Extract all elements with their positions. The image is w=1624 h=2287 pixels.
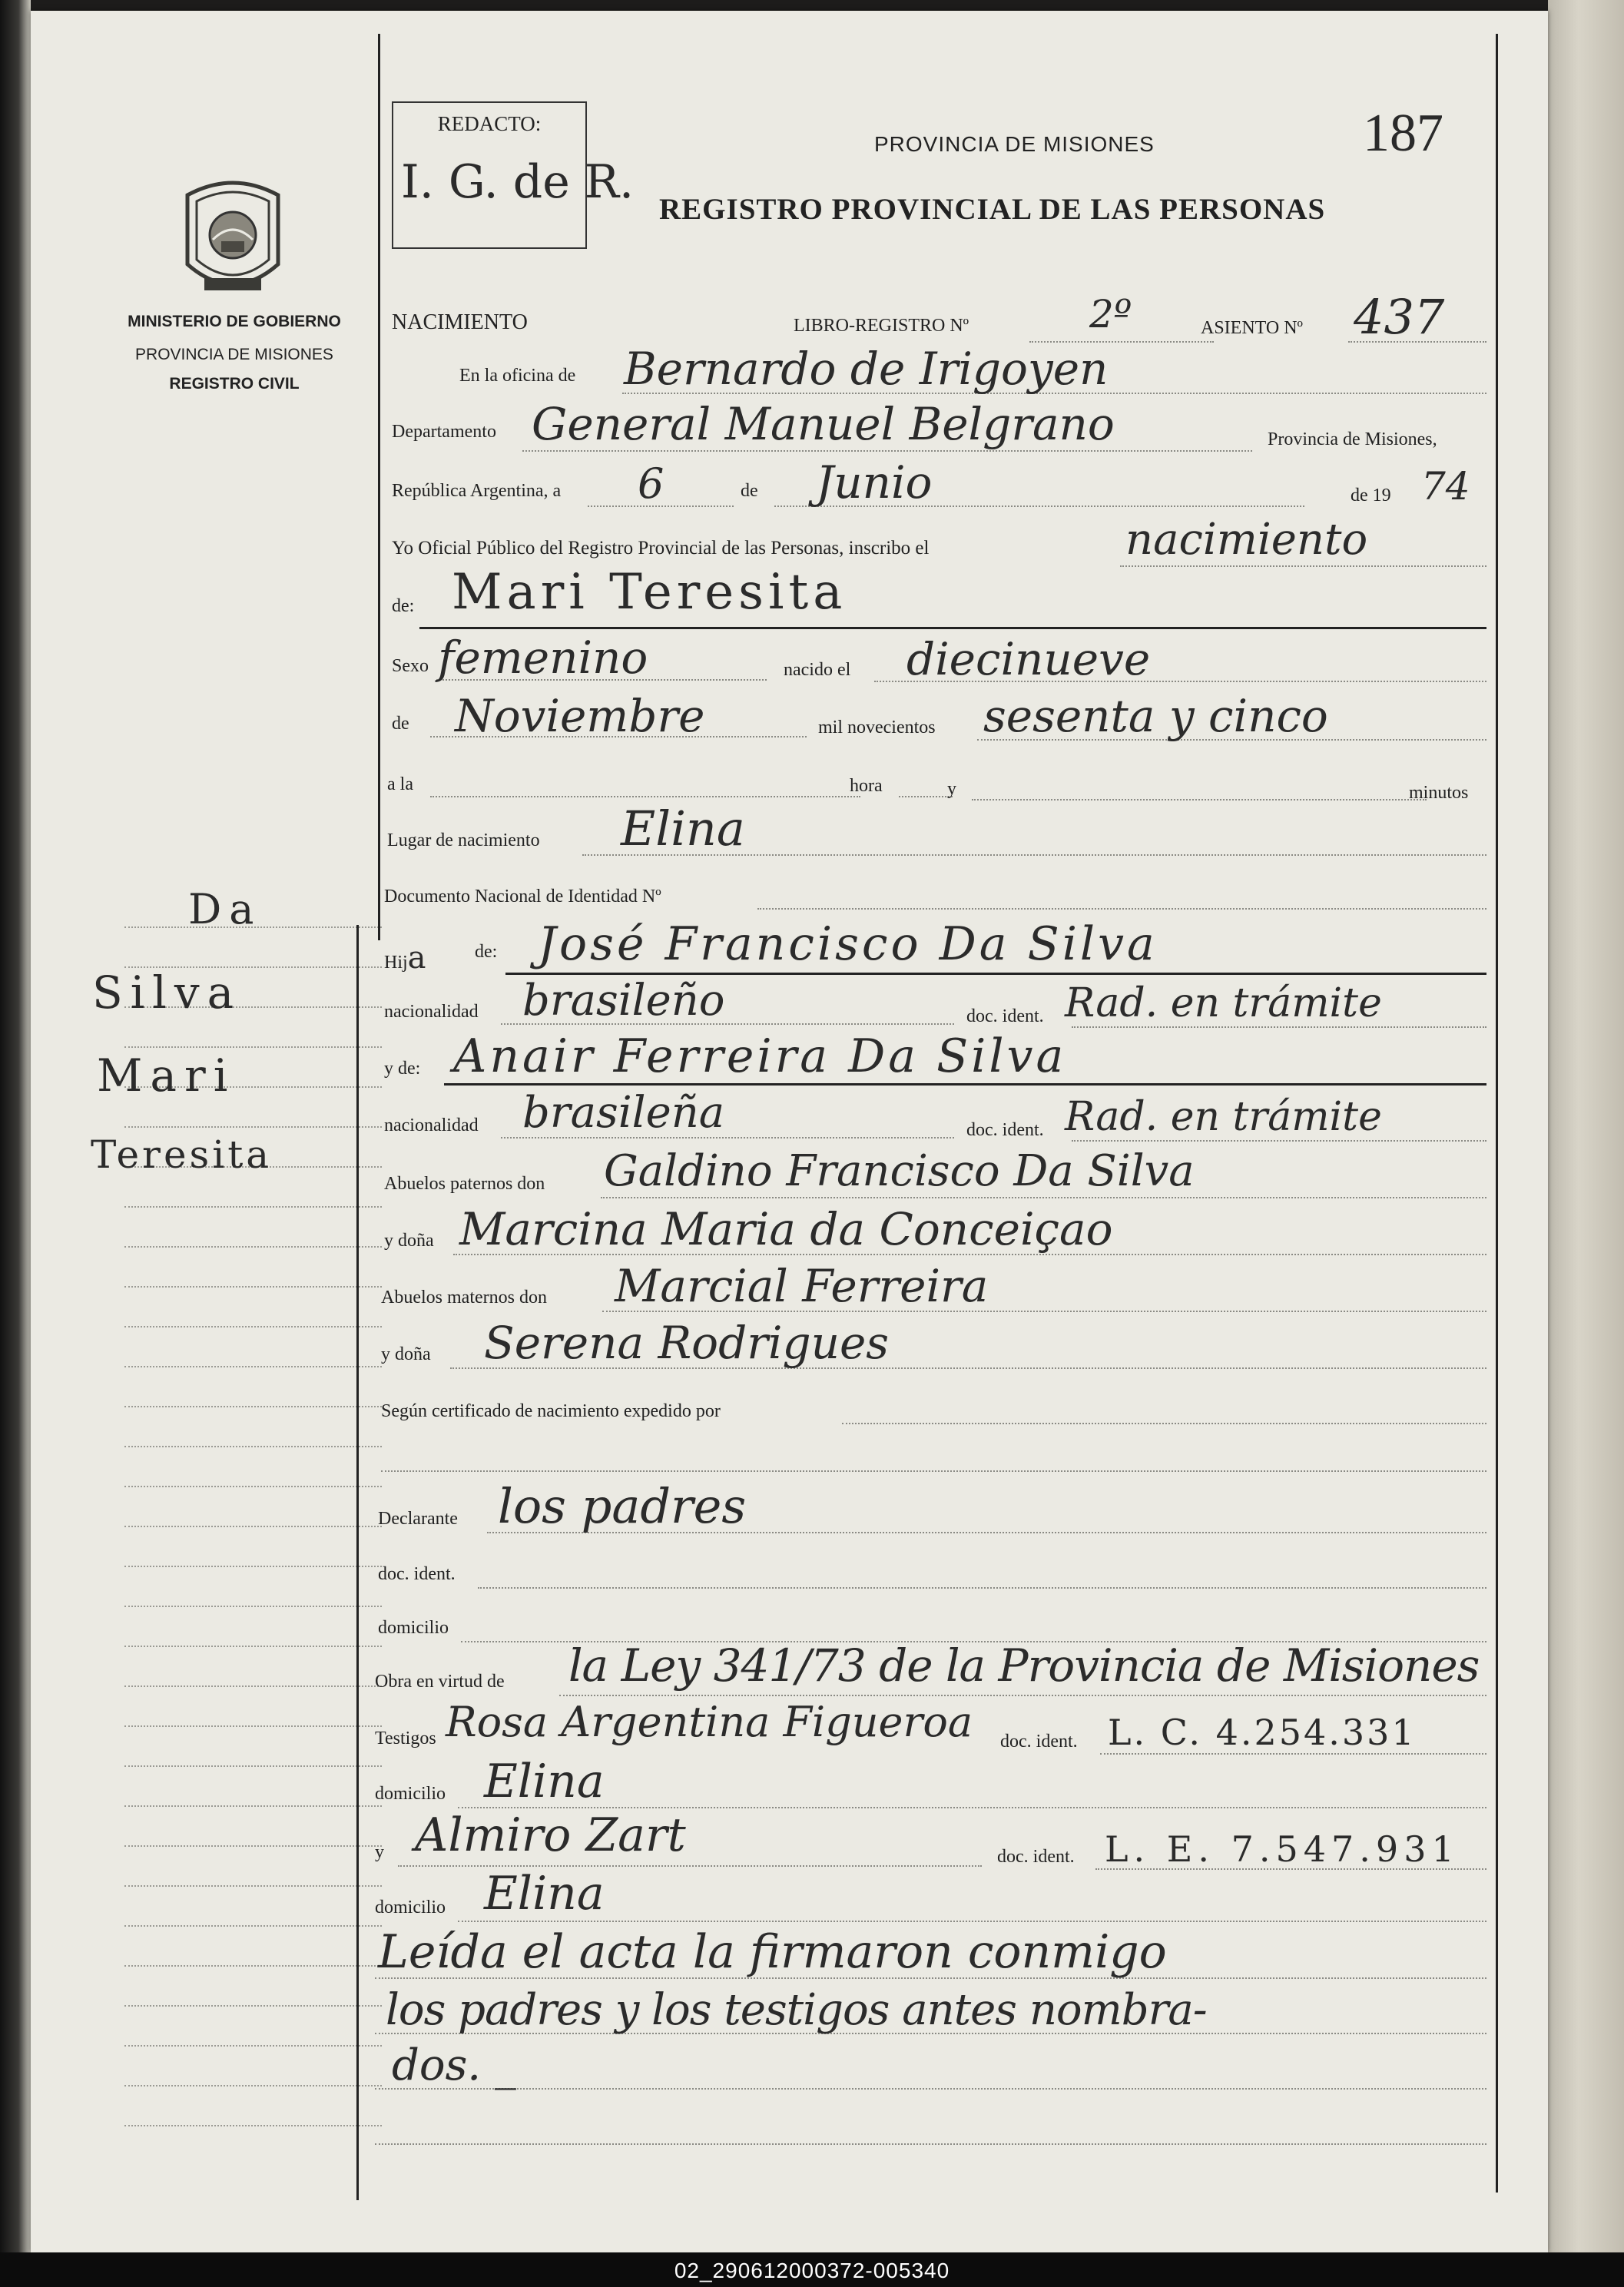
page-title: REGISTRO PROVINCIAL DE LAS PERSONAS: [659, 193, 1326, 226]
stamp-value: I. G. de R.: [401, 155, 635, 209]
obra-label: Obra en virtud de: [375, 1672, 505, 1692]
declarante-value: los padres: [498, 1478, 747, 1534]
hijo-label: [384, 940, 426, 976]
obra-value: la Ley 341/73 de la Provincia de Misiones: [568, 1639, 1480, 1692]
madre-label: y de:: [384, 1059, 421, 1079]
declarante-label: Declarante: [378, 1509, 458, 1529]
declarante-dom-label: domicilio: [378, 1618, 449, 1638]
province-header: PROVINCIA DE MISIONES: [874, 132, 1155, 156]
nombre-value: Mari Teresita: [452, 564, 847, 621]
provincia-label: Provincia de Misiones,: [1268, 429, 1437, 449]
stamp-label: REDACTO:: [437, 112, 542, 135]
margin-note-line3: Mari: [97, 1049, 236, 1102]
closing-line3: dos. _: [392, 2040, 516, 2090]
padre-nac: brasileño: [522, 976, 725, 1026]
sidebar-ministry: MINISTERIO DE GOBIERNO: [128, 313, 341, 330]
declarante-doc-label: doc. ident.: [378, 1564, 456, 1584]
margin-note-line1: Da: [188, 885, 262, 933]
certificado-label: Según certificado de nacimiento expedido por: [381, 1401, 721, 1421]
testigo2-dom: Elina: [484, 1867, 605, 1921]
testigo2-doc-label: doc. ident.: [997, 1847, 1075, 1867]
nacido-mes-de: de: [392, 714, 409, 734]
lugar-label: Lugar de nacimiento: [387, 830, 540, 850]
padre-doc: Rad. en trámite: [1065, 980, 1382, 1026]
ab-pat-label: Abuelos paternos don: [384, 1174, 545, 1194]
ab-pat-don: Galdino Francisco Da Silva: [604, 1146, 1195, 1196]
testigo2-name: Almiro Zart: [415, 1808, 686, 1862]
hijo-de-label: de:: [475, 942, 498, 962]
madre-nac-label: nacionalidad: [384, 1115, 479, 1135]
testigo2-y-label: y: [375, 1842, 384, 1862]
oficina-label: En la oficina de: [459, 366, 576, 386]
nombre-label: de:: [392, 596, 415, 616]
nacido-mes: Noviembre: [455, 690, 705, 742]
fecha-de: de: [741, 481, 758, 501]
madre-doc-label: doc. ident.: [966, 1120, 1044, 1140]
closing-line1: Leída el acta la firmaron conmigo: [378, 1925, 1167, 1979]
page-edge: [1548, 0, 1624, 2252]
libro-value: 2º: [1089, 292, 1132, 336]
sidebar-registry: REGISTRO CIVIL: [169, 375, 300, 393]
minutos-label: minutos: [1409, 783, 1469, 803]
fecha-anio: 74: [1421, 464, 1470, 509]
redacto-stamp: [392, 101, 635, 249]
nacido-label: nacido el: [784, 660, 851, 680]
closing-line2: los padres y los testigos antes nombra-: [386, 1985, 1207, 2035]
ab-pat-dona-label: y doña: [384, 1231, 434, 1251]
asiento-value: 437: [1354, 289, 1445, 345]
testigo1-dom-label: domicilio: [375, 1784, 446, 1804]
testigo2-doc: L. E. 7.547.931: [1105, 1828, 1460, 1870]
testigos-label: Testigos: [375, 1729, 436, 1748]
ab-pat-dona: Marcina Maria da Conceiçao: [459, 1203, 1113, 1255]
ab-mat-dona: Serena Rodrigues: [484, 1317, 890, 1369]
sexo-label: Sexo: [392, 656, 429, 676]
register-page: [31, 11, 1548, 2252]
fecha-dia: 6: [638, 459, 665, 508]
padre-doc-label: doc. ident.: [966, 1006, 1044, 1026]
hora-label: hora: [850, 776, 883, 796]
fecha-prefix: República Argentina, a: [392, 481, 562, 501]
sidebar-province: PROVINCIA DE MISIONES: [135, 346, 333, 363]
madre-nac: brasileña: [522, 1088, 725, 1138]
testigo1-dom: Elina: [484, 1755, 605, 1808]
margin-note-line4: Teresita: [91, 1132, 273, 1177]
ab-mat-dona-label: y doña: [381, 1344, 431, 1364]
oficina-value: Bernardo de Irigoyen: [624, 343, 1109, 395]
nacido-dia: diecinueve: [906, 633, 1151, 685]
margin-rule-left: [356, 925, 359, 2200]
testigo1-doc: L. C. 4.254.331: [1108, 1712, 1417, 1753]
padre-value: José Francisco Da Silva: [538, 917, 1158, 971]
lugar-value: Elina: [621, 800, 745, 857]
testigo1-doc-label: doc. ident.: [1000, 1732, 1078, 1752]
mil-label: mil novecientos: [818, 718, 936, 737]
departamento-label: Departamento: [392, 422, 496, 442]
ministry-seal: [178, 174, 287, 304]
fecha-mes: Junio: [816, 456, 933, 509]
acto-value: nacimiento: [1125, 515, 1368, 565]
madre-value: Anair Ferreira Da Silva: [453, 1029, 1067, 1083]
padre-nac-label: nacionalidad: [384, 1002, 479, 1022]
margin-rule-right: [1496, 34, 1498, 2193]
departamento-value: General Manuel Belgrano: [532, 398, 1115, 450]
sexo-value: femenino: [438, 631, 648, 684]
oficial-text: Yo Oficial Público del Registro Provincial de las Personas, inscribo el: [392, 538, 930, 558]
testigo2-dom-label: domicilio: [375, 1898, 446, 1917]
madre-doc: Rad. en trámite: [1065, 1094, 1382, 1140]
libro-label: LIBRO-REGISTRO Nº: [794, 316, 969, 336]
ab-mat-label: Abuelos maternos don: [381, 1288, 547, 1308]
margin-rule-top: [378, 34, 380, 940]
a-la-label: a la: [387, 774, 413, 794]
asiento-label: ASIENTO Nº: [1201, 318, 1303, 338]
fecha-anio-prefix: de 19: [1351, 486, 1391, 505]
nacido-anio: sesenta y cinco: [983, 690, 1328, 742]
hijo-prefix: Hij: [384, 953, 408, 973]
hora-y-label: y: [947, 779, 956, 799]
entry-type: NACIMIENTO: [392, 310, 528, 334]
hijo-suffix: a: [407, 940, 426, 976]
page-number: 187: [1363, 104, 1443, 163]
testigo1-name: Rosa Argentina Figueroa: [446, 1698, 973, 1746]
ab-mat-don: Marcial Ferreira: [615, 1260, 989, 1312]
dni-label: Documento Nacional de Identidad Nº: [384, 887, 661, 907]
book-spine: [0, 0, 31, 2252]
image-caption: 02_290612000372-005340: [674, 2259, 950, 2282]
margin-note-line2: Silva: [92, 966, 242, 1019]
